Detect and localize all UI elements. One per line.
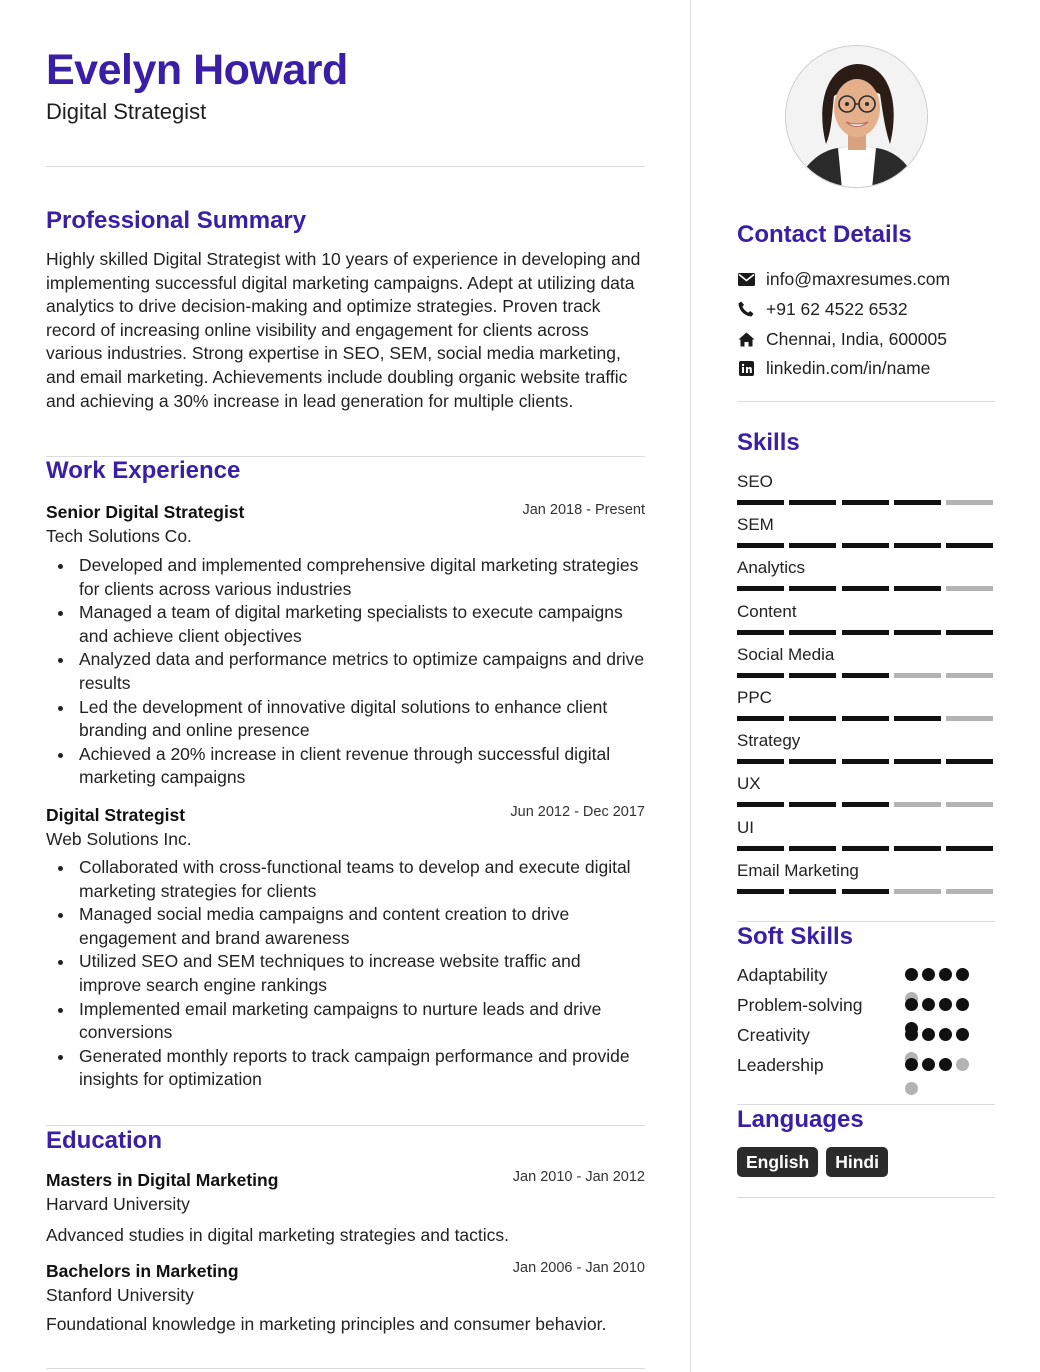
list-item: Implemented email marketing campaigns to nurture leads and drive conversions	[46, 998, 645, 1045]
skill-level-segment	[737, 673, 784, 678]
skill-level-segment	[894, 802, 941, 807]
skill-level-segment	[842, 543, 889, 548]
divider	[46, 166, 645, 167]
home-icon	[737, 330, 755, 348]
skill-level-segment	[737, 500, 784, 505]
skill-level-segment	[842, 759, 889, 764]
skill-level-bar	[737, 673, 993, 678]
job-company: Tech Solutions Co.	[46, 526, 192, 546]
skill-level-segment	[789, 846, 836, 851]
contact-heading: Contact Details	[737, 221, 912, 248]
job-bullets	[46, 856, 645, 1092]
list-item: Collaborated with cross-functional teams to develop and execute digital marketing strategies for clients	[46, 856, 645, 903]
skill-level-bar	[737, 543, 993, 548]
job-company: Web Solutions Inc.	[46, 829, 192, 849]
skill-level-segment	[946, 716, 993, 721]
rating-dot	[922, 1058, 935, 1071]
skill-level-segment	[946, 630, 993, 635]
skill-level-segment	[737, 846, 784, 851]
contact-email-text: info@maxresumes.com	[766, 269, 951, 289]
skill-level-segment	[842, 846, 889, 851]
profile-photo	[785, 45, 928, 188]
languages-list	[737, 1147, 888, 1177]
candidate-role: Digital Strategist	[46, 99, 207, 124]
job-title: Senior Digital Strategist	[46, 502, 245, 522]
degree-dates: Jan 2006 - Jan 2010	[512, 1260, 645, 1276]
skill-level-segment	[737, 759, 784, 764]
skill-level-segment	[894, 846, 941, 851]
skill-name: UI	[737, 817, 754, 837]
summary-heading: Professional Summary	[46, 207, 307, 234]
skill-name: Social Media	[737, 644, 835, 664]
skill-level-segment	[842, 586, 889, 591]
rating-dot	[905, 1028, 918, 1041]
degree-title: Masters in Digital Marketing	[46, 1170, 279, 1190]
divider	[46, 1368, 645, 1369]
rating-dot	[956, 998, 969, 1011]
skill-level-segment	[894, 716, 941, 721]
skill-level-segment	[737, 802, 784, 807]
skill-level-segment	[894, 630, 941, 635]
main-column	[46, 0, 645, 1372]
linkedin-icon	[737, 359, 755, 377]
divider	[737, 1197, 995, 1198]
degree-description: Advanced studies in digital marketing strategies and tactics.	[46, 1225, 510, 1245]
degree-dates: Jan 2010 - Jan 2012	[512, 1169, 645, 1185]
degree-title: Bachelors in Marketing	[46, 1261, 239, 1281]
skill-name: Content	[737, 601, 797, 621]
skill-level-segment	[737, 630, 784, 635]
soft-skill-name: Creativity	[737, 1025, 810, 1045]
skill-level-segment	[789, 802, 836, 807]
skill-level-segment	[842, 716, 889, 721]
skill-level-segment	[842, 889, 889, 894]
skill-name: SEM	[737, 515, 774, 535]
skill-level-segment	[842, 500, 889, 505]
divider	[737, 401, 995, 402]
skill-level-segment	[737, 586, 784, 591]
contact-linkedin-text: linkedin.com/in/name	[766, 358, 931, 378]
skill-name: SEO	[737, 472, 773, 491]
skill-level-segment	[789, 630, 836, 635]
candidate-name: Evelyn Howard	[46, 46, 348, 94]
portrait-image	[786, 46, 928, 188]
skill-level-bar	[737, 500, 993, 505]
skill-level-segment	[737, 889, 784, 894]
skill-level-segment	[789, 673, 836, 678]
job-dates: Jan 2018 - Present	[522, 502, 645, 518]
education-heading: Education	[46, 1127, 163, 1154]
skill-level-segment	[842, 630, 889, 635]
skill-level-bar	[737, 716, 993, 721]
job-bullets	[46, 554, 645, 790]
contact-address	[737, 328, 947, 350]
sidebar-column	[737, 0, 995, 1372]
skill-level-segment	[789, 759, 836, 764]
skill-level-segment	[789, 889, 836, 894]
job-title: Digital Strategist	[46, 805, 186, 825]
contact-address-text: Chennai, India, 600005	[766, 329, 947, 349]
skill-level-segment	[894, 673, 941, 678]
contact-phone[interactable]	[737, 298, 908, 320]
skill-name: PPC	[737, 688, 772, 707]
skill-level-segment	[946, 759, 993, 764]
language-badge: English	[737, 1147, 818, 1177]
skill-level-segment	[946, 802, 993, 807]
skill-level-segment	[894, 586, 941, 591]
skill-name: Email Marketing	[737, 860, 859, 880]
soft-skill-name: Leadership	[737, 1055, 824, 1075]
skill-level-bar	[737, 889, 993, 894]
list-item: Led the development of innovative digital solutions to enhance client branding and online presence	[46, 696, 645, 743]
skill-level-segment	[894, 889, 941, 894]
skill-name: UX	[737, 774, 761, 794]
list-item: Managed social media campaigns and content creation to drive engagement and brand awareness	[46, 903, 645, 950]
rating-dot	[956, 968, 969, 981]
skill-level-segment	[789, 543, 836, 548]
rating-dot	[922, 968, 935, 981]
contact-linkedin[interactable]	[737, 357, 930, 379]
list-item: Achieved a 20% increase in client revenue through successful digital marketing campaigns	[46, 743, 645, 790]
skill-level-bar	[737, 630, 993, 635]
language-badge: Hindi	[826, 1147, 888, 1177]
school-name: Stanford University	[46, 1285, 194, 1305]
skill-level-segment	[842, 673, 889, 678]
degree-description: Foundational knowledge in marketing principles and consumer behavior.	[46, 1314, 607, 1334]
school-name: Harvard University	[46, 1194, 190, 1214]
phone-icon	[737, 300, 755, 318]
skill-level-segment	[737, 716, 784, 721]
soft-skill-name: Problem-solving	[737, 995, 863, 1015]
list-item: Managed a team of digital marketing specialists to execute campaigns and achieve client objectives	[46, 601, 645, 648]
skill-level-segment	[946, 673, 993, 678]
rating-dot	[956, 1028, 969, 1041]
skill-level-segment	[789, 500, 836, 505]
contact-phone-text: +91 62 4522 6532	[766, 299, 908, 319]
rating-dot	[905, 968, 918, 981]
soft-skill-name: Adaptability	[737, 965, 828, 985]
job-dates: Jun 2012 - Dec 2017	[510, 804, 645, 820]
list-item: Generated monthly reports to track campaign performance and provide insights for optimization	[46, 1045, 645, 1092]
soft-skills-heading: Soft Skills	[737, 923, 854, 950]
rating-dot	[922, 1028, 935, 1041]
skill-level-segment	[789, 586, 836, 591]
skill-level-segment	[946, 586, 993, 591]
contact-email[interactable]	[737, 268, 950, 290]
skill-level-bar	[737, 759, 993, 764]
rating-dot	[905, 998, 918, 1011]
rating-dot	[939, 968, 952, 981]
skill-level-segment	[894, 543, 941, 548]
skill-level-bar	[737, 802, 993, 807]
skill-level-segment	[946, 543, 993, 548]
skill-level-segment	[789, 716, 836, 721]
list-item: Developed and implemented comprehensive digital marketing strategies for clients across various industries	[46, 554, 645, 601]
rating-dot	[905, 1082, 918, 1095]
list-item: Utilized SEO and SEM techniques to increase website traffic and improve search engine rankings	[46, 950, 645, 997]
skill-level-bar	[737, 846, 993, 851]
skill-level-segment	[737, 543, 784, 548]
skill-level-bar	[737, 586, 993, 591]
skill-level-segment	[946, 500, 993, 505]
list-item: Analyzed data and performance metrics to optimize campaigns and drive results	[46, 648, 645, 695]
summary-text: Highly skilled Digital Strategist with 10 years of experience in developing and implementing successful digital marketing campaigns. Adept at utilizing data analytics to drive decision-making and optimize strategies. Proven track record of increasing online visibility and engagement for clients across various industries. Strong expertise in SEO, SEM, social media marketing, and email marketing. Achievements include doubling organic website traffic and achieving a 30% increase in lead generation for multiple clients.	[46, 249, 641, 411]
skill-level-segment	[946, 846, 993, 851]
rating-dot	[905, 1058, 918, 1071]
rating-dot	[939, 998, 952, 1011]
column-divider	[690, 0, 691, 1372]
skill-level-segment	[894, 759, 941, 764]
rating-dot	[956, 1058, 969, 1071]
skill-name: Strategy	[737, 731, 801, 751]
experience-heading: Work Experience	[46, 457, 241, 484]
skill-level-segment	[946, 889, 993, 894]
rating-dot	[922, 998, 935, 1011]
skill-level-segment	[842, 802, 889, 807]
rating-dot	[939, 1058, 952, 1071]
languages-heading: Languages	[737, 1106, 864, 1133]
envelope-icon	[737, 270, 755, 288]
rating-dot	[939, 1028, 952, 1041]
skill-name: Analytics	[737, 558, 806, 578]
skills-heading: Skills	[737, 429, 800, 456]
skill-level-segment	[894, 500, 941, 505]
